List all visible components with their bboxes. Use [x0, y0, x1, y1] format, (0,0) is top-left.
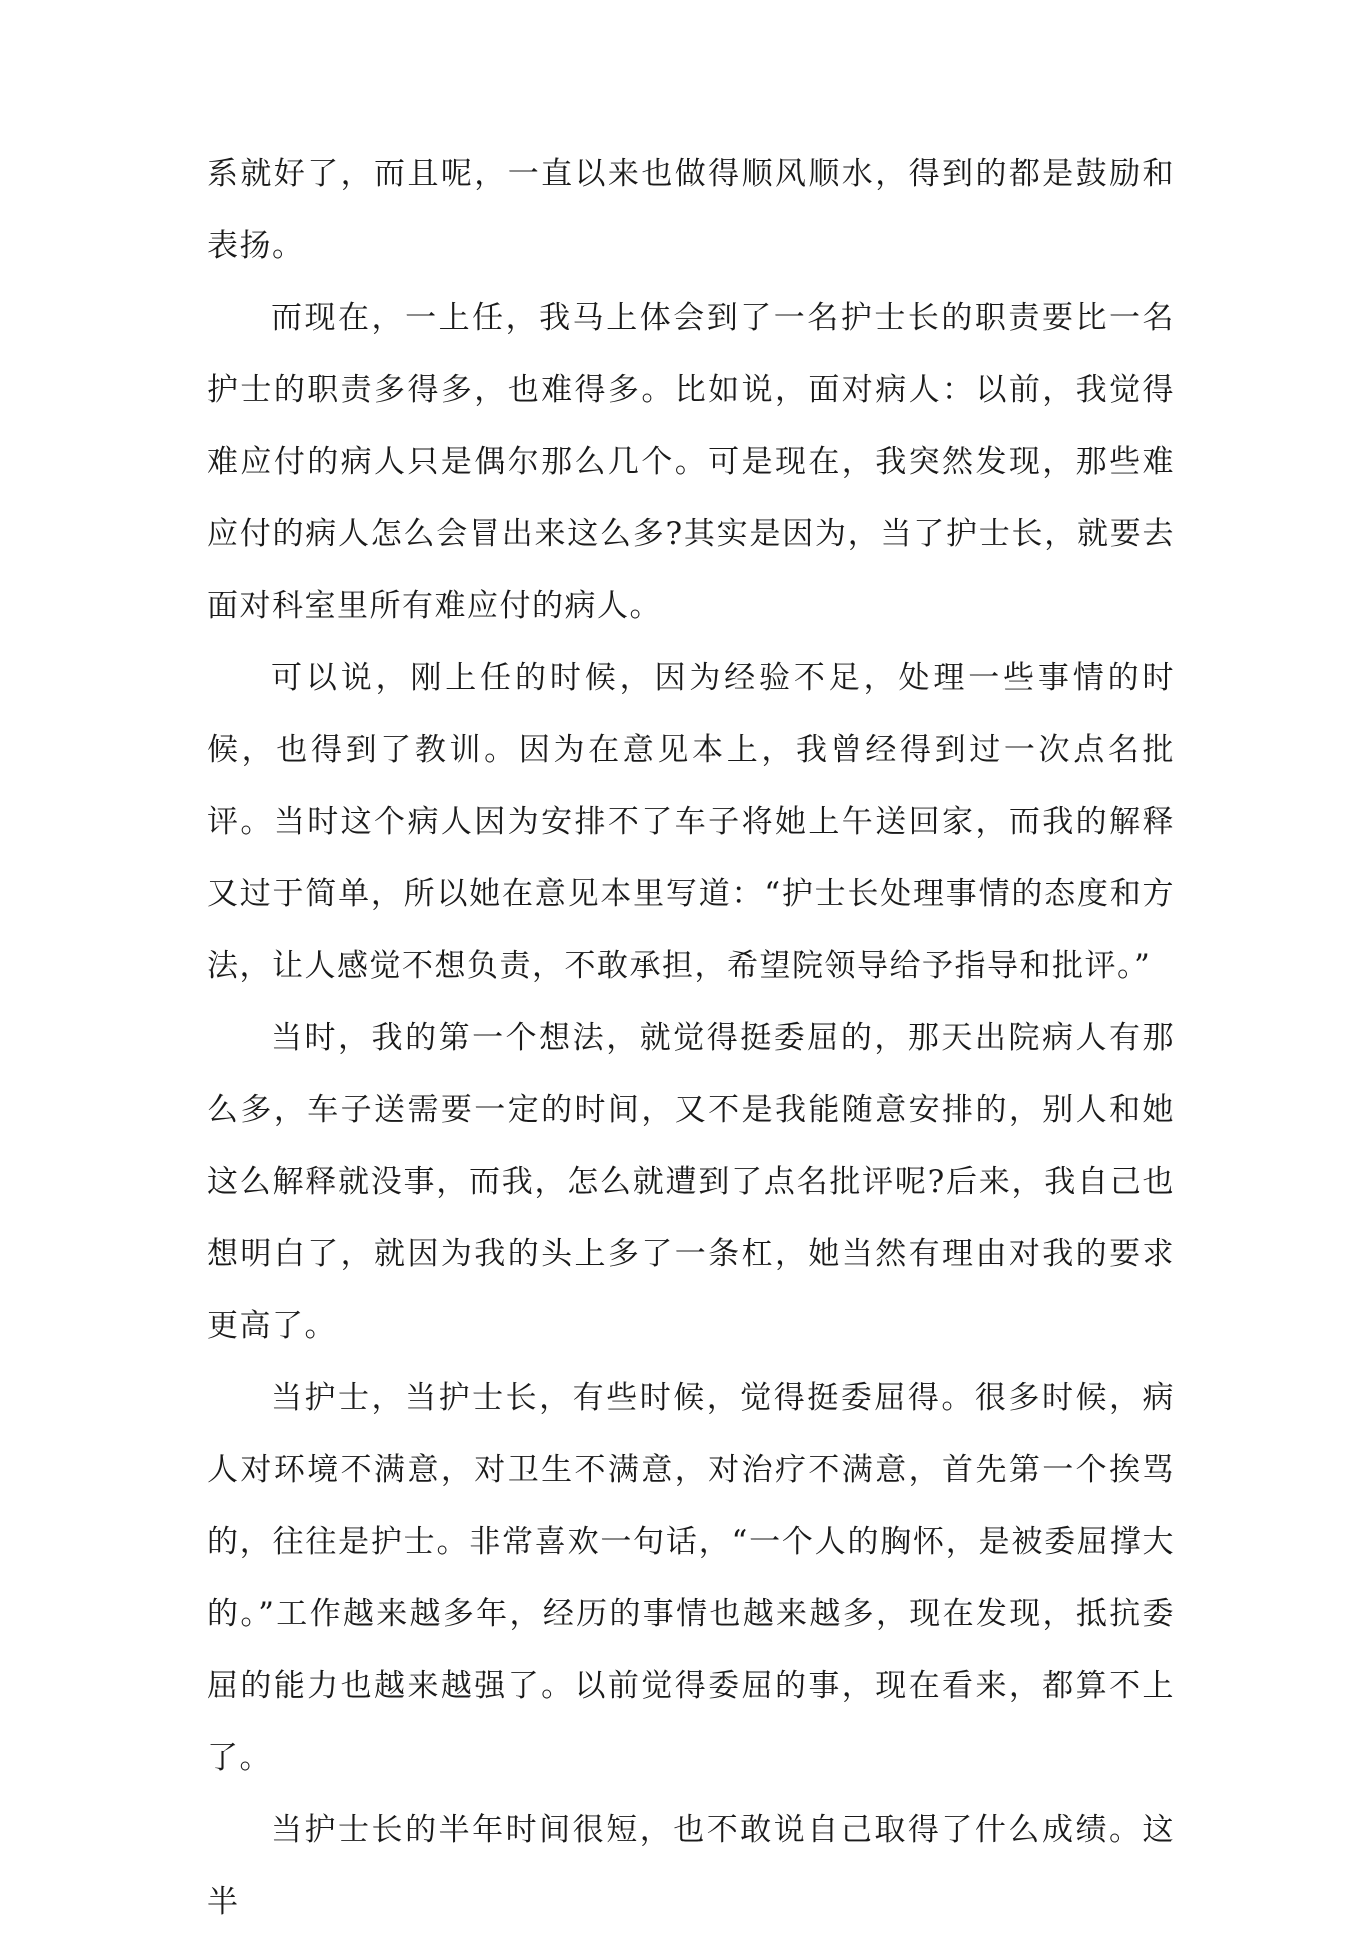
- paragraph-3: 可以说，刚上任的时候，因为经验不足，处理一些事情的时候，也得到了教训。因为在意见本上，我曾经得到过一次点名批评。当时这个病人因为安排不了车子将她上午送回家，而我的解释又过于简单，所以她在意见本里写道：“护士长处理事情的态度和方法，让人感觉不想负责，不敢承担，希望院领导给予指导和批评。”: [207, 660, 1175, 984]
- paragraph-2: 而现在，一上任，我马上体会到了一名护士长的职责要比一名护士的职责多得多，也难得多。比如说，面对病人：以前，我觉得难应付的病人只是偶尔那么几个。可是现在，我突然发现，那些难应付的病人怎么会冒出来这么多?其实是因为，当了护士长，就要去面对科室里所有难应付的病人。: [207, 300, 1175, 624]
- paragraph-4: 当时，我的第一个想法，就觉得挺委屈的，那天出院病人有那么多，车子送需要一定的时间，又不是我能随意安排的，别人和她这么解释就没事，而我，怎么就遭到了点名批评呢?后来，我自己也想明白了，就因为我的头上多了一条杠，她当然有理由对我的要求更高了。: [207, 1020, 1175, 1344]
- paragraph-6: 当护士长的半年时间很短，也不敢说自己取得了什么成绩。这半: [207, 1812, 1175, 1920]
- paragraph-5: 当护士，当护士长，有些时候，觉得挺委屈得。很多时候，病人对环境不满意，对卫生不满意，对治疗不满意，首先第一个挨骂的，往往是护士。非常喜欢一句话，“一个人的胸怀，是被委屈撑大的。”工作越来越多年，经历的事情也越来越多，现在发现，抵抗委屈的能力也越来越强了。以前觉得委屈的事，现在看来，都算不上了。: [207, 1380, 1175, 1776]
- document-body: [207, 138, 1175, 1938]
- paragraph-1: 系就好了，而且呢，一直以来也做得顺风顺水，得到的都是鼓励和表扬。: [207, 156, 1175, 264]
